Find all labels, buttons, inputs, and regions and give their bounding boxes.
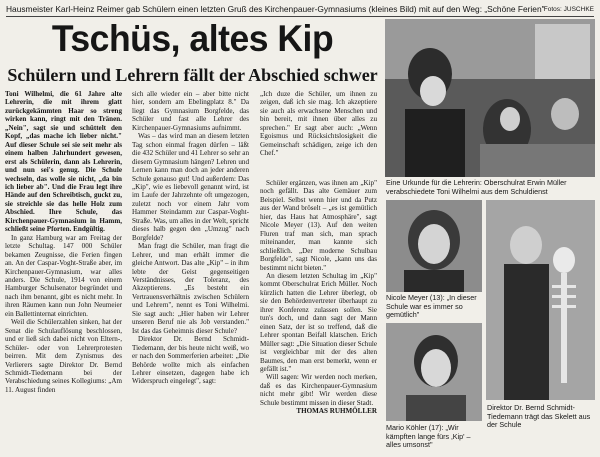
article-column-3-top [260, 90, 377, 178]
article-column-3 [260, 179, 377, 448]
paragraph: Will sagen: Wir werden noch merken, daß es das Kirchenpauer-Gymnasium nicht mehr gibt! Wir werden diese Schule bestimmt missen in dieser Stadt. [260, 373, 377, 407]
paragraph: Schüler ergänzen, was ihnen am „Kip" noch gefällt. Das alte Gemäuer zum Beispiel. Selbst wenn hier und da Putz aus der Wand bröselt – „es ist gemütlich hier, das Haus hat Atmosphäre", sagt Nicole Meyer (13). Auf den weiten Fluren traf man sich, man sprach miteinander, man kannte sich schließlich. „Der moderne Schulbau Borgfelde", sagt Nicole, „kann uns das bestimmt nicht bieten." [260, 179, 377, 272]
paragraph: An diesem letzten Schultag im „Kip" kommt Oberschulrat Erich Müller. Noch kürzlich hatten die Lehrer überlegt, ob sie den Behördenvertreter überhaupt zu ihrer Konferenz zulassen sollen. Sie tun's doch, und dann sagt der Mann einen Satz, der ist so treffend, daß die Lehrer spontan Beifall klatschen. Erich Müller sagt: „Die Situation dieser Schule ist vergleichbar mit der des alten Baumes, den man erst bemerkt, wenn er gefällt ist." [260, 271, 377, 373]
article-column-2 [132, 90, 249, 448]
classroom-photo-image [385, 19, 595, 177]
photo-credit: Fotos: JUSCHKE [543, 6, 594, 13]
top-caption-text: Hausmeister Karl-Heinz Reimer gab Schülern einen letzten Gruß des Kirchenpauer-Gymnasiums (kleines Bild) mit auf den Weg: „Schöne Ferien" [6, 4, 545, 14]
paragraph: sich alle wieder ein – aber bitte nicht hier, sondern am Ebelingplatz 8." Da liegt das Gymnasium Borgfelde, das Schüler und fast alle Lehrer des Kirchenpauer-Gymnasiums aufnimmt. [132, 90, 249, 132]
paragraph: Man fragt die Schüler, man fragt die Lehrer, und man erhält immer die gleiche Antwort. Das alte „Kip" – in ihm lebte der Geist gegenseitigen Verständnisses, der Toleranz, des Akzeptierens. „Es besteht ein Vertrauensverhältnis zwischen Schülern und Lehrern", nennt es Toni Wilhelmi. Sie sagt auch: „Hier haben wir Lehrer unseren Beruf nie als Job verstanden." Ist das das Geheimnis dieser Schule? [132, 242, 249, 335]
paragraph: Weil die Schülerzahlen sinken, hat der Senat die Schulauflösung beschlossen, und er ließ sich dabei nicht von Eltern-, Schüler- oder von Lehrerprotesten beirren. Mit dem Zynismus des Verlierers sagte Direktor Dr. Bernd Schmidt-Tiedemann bei der Verabschiedung seines Kollegiums: „Am 11. August finden [5, 318, 122, 394]
byline: THOMAS RUHMÖLLER [296, 407, 377, 416]
paragraph: „Ich duze die Schüler, um ihnen zu zeigen, daß ich sie mag. Ich akzeptiere sie auch als erwachsene Menschen und bin bereit, mit ihnen über alles zu sprechen." Er sagt aber auch: „Wenn Egoismus und Rücksichtslosigkeit die Gemeinschaft schädigen, zeige ich den Chef." [260, 90, 377, 158]
classroom-photo [385, 19, 595, 177]
article-column-1 [5, 90, 122, 448]
nicole-meyer-caption: Nicole Meyer (13): „In dieser Schule war es immer so gemütlich" [386, 294, 477, 320]
paragraph: Was – das wird man an diesem letzten Tag schon einmal fragen dürfen – läßt die 432 Schüler und 41 Lehrer so sehr an diesem Gymnasium hängen? Lehren und Lernen kann man doch an jeder anderen Schule genauso gut! Und außerdem: Das „Kip", wie es liebevoll genannt wird, ist im Laufe der Jahrzehnte oft umgezogen, zuletzt noch vor einem Jahr vom Hammer Steindamm zur Caspar-Voght-Straße. Was, um alles in der Welt, spricht dieses halb gegen den „Umzug" nach Borgfelde? [132, 132, 249, 242]
mario-koehler-caption: Mario Köhler (17): „Wir kämpften lange fürs ‚Kip' – alles umsonst" [386, 424, 471, 450]
director-caption: Direktor Dr. Bernd Schmidt-Tiedemann trägt das Skelett aus der Schule [487, 404, 591, 430]
nicole-meyer-image [386, 200, 482, 292]
top-photo-caption [6, 3, 594, 17]
director-skeleton-photo [486, 200, 595, 400]
paragraph: Direktor Dr. Bernd Schmidt-Tiedemann, der bis heute nicht weiß, wo er nach den Sommerferien arbeitet: „Die Behörde wollte mich als einfachen Lehrer einsetzen, dagegen habe ich Widerspruch eingelegt", sagt: [132, 335, 249, 386]
main-photo-caption: Eine Urkunde für die Lehrerin: Oberschulrat Erwin Müller verabschiedete Toni Wilhelmi aus dem Schuldienst [386, 179, 567, 196]
headline: Tschüs, altes Kip [51, 18, 334, 59]
director-skeleton-image [486, 200, 595, 400]
mario-koehler-image [386, 323, 482, 421]
paragraph: In ganz Hamburg war am Freitag der letzte Schultag. 147 000 Schüler bekamen Zeugnisse, die Ferien fingen an. An der Caspar-Voght-Straße aber, im Kirchenpauer-Gymnasium, war alles anders. Die Schule, 1914 von einem Hamburger Schulsenator begründet und nach ihm benannt, gibt es nicht mehr. In ihren Räumen kann nun John Neumeier ein Ballettinternat einrichten. [5, 233, 122, 318]
subheadline: Schülern und Lehrern fällt der Abschied schwer [7, 65, 378, 85]
lead-paragraph: Toni Wilhelmi, die 61 Jahre alte Lehrerin, die mit ihrem glatt zurückgekämmten Haar so streng wirken kann, ringt mit den Tränen. „Nein", sagt sie und schüttelt den Kopf, „das mache ich lieber nicht." Auf dieser Schule sei sie seit mehr als einem halben Jahrhundert gewesen, erst als Schülerin, dann als Lehrerin, und nun sei's genug. Die Schule wechseln, das wolle sie nicht, „da bin ich lieber ab". Und die Frau legt ihre Hände auf den Schreibtisch, guckt zu, sie streichle sie das helle Holz zum Abschied. Ihre Schule, das Kirchenpauer-Gymnasium in Hamm, schließt seine Pforten. Endgültig. [5, 90, 122, 234]
mario-koehler-photo [386, 323, 482, 421]
nicole-meyer-photo [386, 200, 482, 292]
